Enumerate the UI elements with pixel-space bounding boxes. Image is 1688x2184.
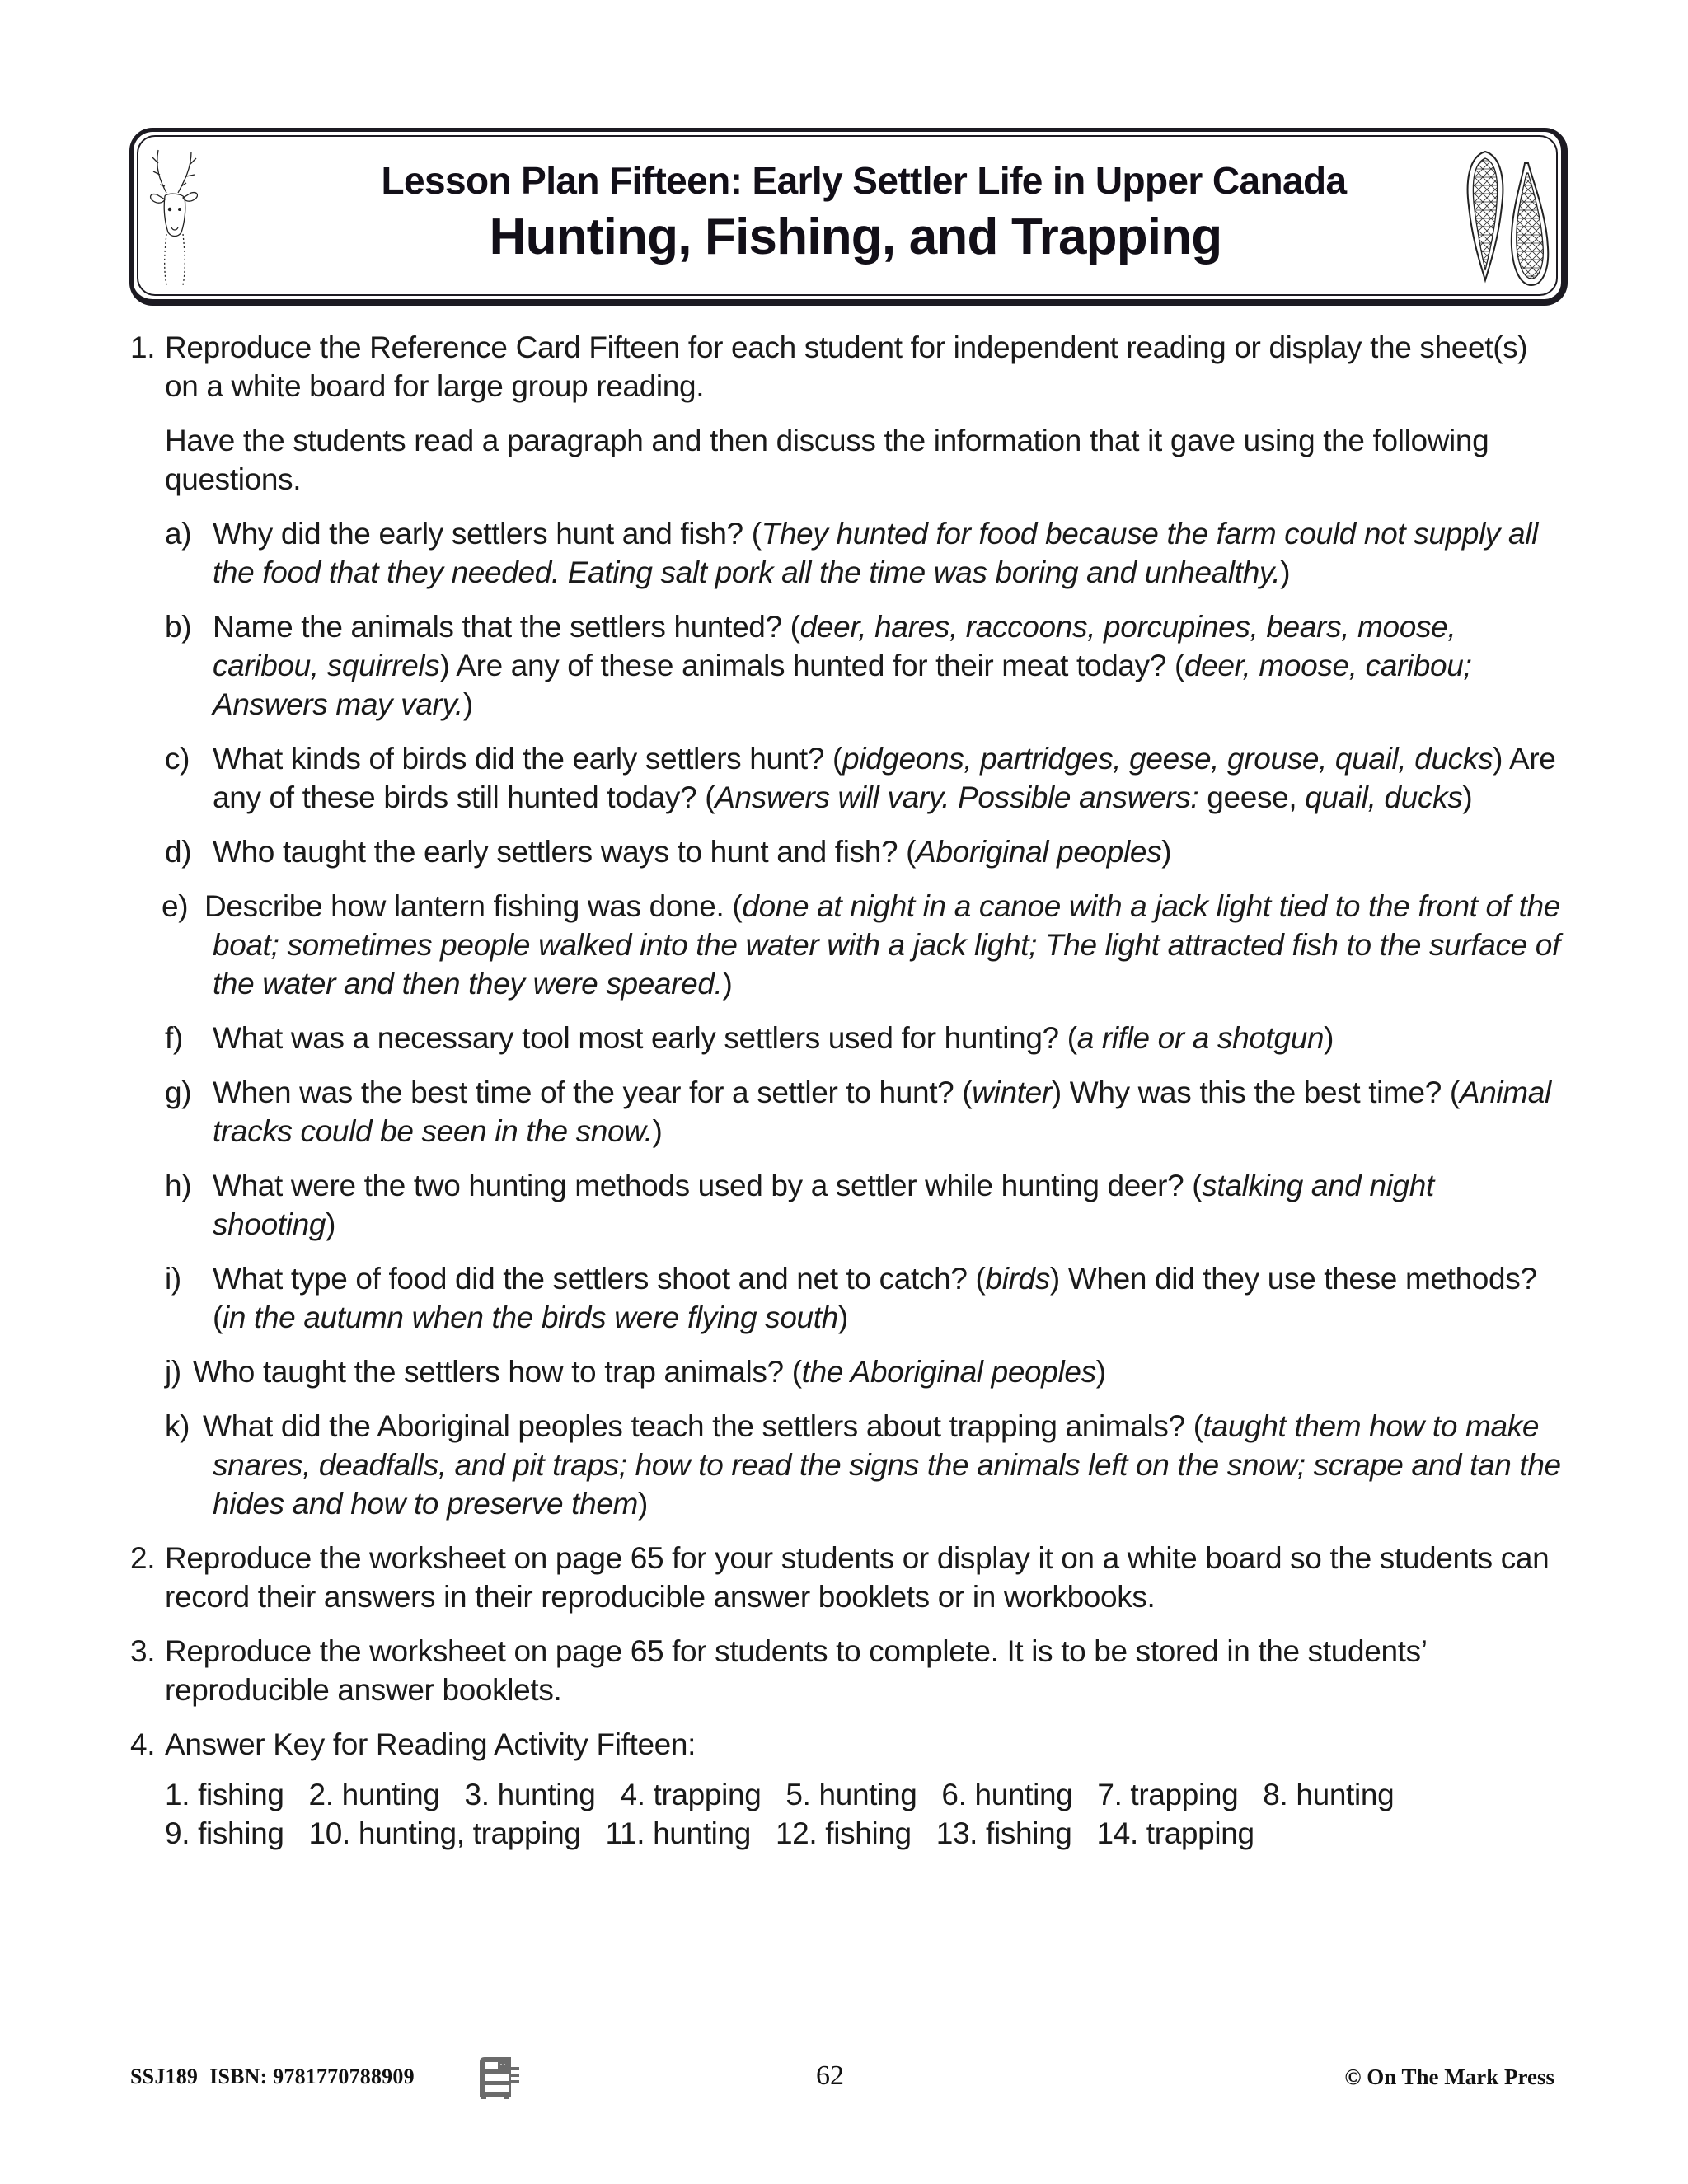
question-text: Name the animals that the settlers hunted? (	[213, 610, 800, 644]
question-text: Who taught the early settlers ways to hunt and fish? (	[213, 835, 917, 869]
answer-key-entry: 14. trapping	[1096, 1816, 1254, 1850]
question-text: When was the best time of the year for a settler to hunt? (	[213, 1076, 973, 1109]
lesson-title: Hunting, Fishing, and Trapping	[489, 209, 1222, 265]
answer-key-row-2	[165, 1814, 1564, 1853]
question-text: ) Why was this the best time? (	[1051, 1076, 1460, 1109]
answer-key-entry: 13. fishing	[935, 1816, 1072, 1850]
answer-text: winter	[972, 1076, 1052, 1109]
answer-text: a rifle or a shotgun	[1076, 1021, 1325, 1055]
question-letter: c)	[165, 742, 190, 776]
question-text: )	[1161, 835, 1172, 869]
step-2	[130, 1539, 1564, 1616]
answer-text: pidgeons, partridges, geese, grouse, quail, ducks	[842, 742, 1493, 776]
question-text: )	[638, 1487, 649, 1521]
answer-text: Animal tracks could be seen in the snow.	[213, 1076, 1551, 1148]
question-item	[162, 887, 1564, 1003]
answer-key-entry: 7. trapping	[1097, 1778, 1239, 1811]
question-text: ) Are any of these animals hunted for their meat today? (	[439, 649, 1184, 682]
answer-text: stalking and night shooting	[213, 1169, 1434, 1241]
question-letter: j)	[165, 1355, 181, 1389]
question-item	[165, 1407, 1564, 1523]
question-text: ) When did they use these methods? (	[213, 1262, 1537, 1334]
question-text: )	[1280, 555, 1291, 589]
step-text: Reproduce the worksheet on page 65 for students to complete. It is to be stored in the students’ reproducible answer booklets.	[165, 1634, 1427, 1707]
copyright-notice: © On The Mark Press	[1344, 2064, 1554, 2089]
lesson-content	[130, 328, 1564, 1853]
question-letter: a)	[165, 517, 192, 551]
answer-key-entry: 4. trapping	[620, 1778, 762, 1811]
question-item	[165, 1019, 1564, 1057]
footer-product-info	[130, 2064, 415, 2089]
answer-key	[165, 1775, 1564, 1853]
question-text: What type of food did the settlers shoot and net to catch? (	[213, 1262, 986, 1296]
question-letter: d)	[165, 835, 192, 869]
step-4	[130, 1725, 1564, 1764]
answer-key-entry: 6. hunting	[941, 1778, 1073, 1811]
question-text: )	[1095, 1355, 1106, 1389]
step-1-paragraph: Have the students read a paragraph and then discuss the information that it gave using the following questions.	[165, 424, 1489, 496]
answer-key-entry: 5. hunting	[785, 1778, 917, 1811]
question-letter: h)	[165, 1169, 192, 1202]
reproducible-copier-icon	[475, 2054, 526, 2100]
product-code: SSJ189	[130, 2064, 199, 2088]
question-list	[162, 514, 1564, 1523]
question-text: What was a necessary tool most early settlers used for hunting? (	[213, 1021, 1077, 1055]
question-letter: b)	[165, 610, 192, 644]
answer-text: birds	[985, 1262, 1050, 1296]
step-text: Answer Key for Reading Activity Fifteen:	[165, 1727, 696, 1761]
answer-text: deer, hares, raccoons, porcupines, bears, moose, caribou, squirrels	[213, 610, 1456, 682]
lesson-header-box	[129, 128, 1568, 306]
question-text: )	[837, 1301, 848, 1334]
step-number: 1.	[130, 330, 156, 364]
answer-text: quail, ducks	[1305, 780, 1463, 814]
question-item	[165, 832, 1564, 871]
answer-text: in the autumn when the birds were flying south	[222, 1301, 838, 1334]
question-text: )	[462, 687, 473, 721]
question-item	[165, 1352, 1564, 1391]
question-text: ) Are any of these birds still hunted today? (	[213, 742, 1556, 814]
question-letter: f)	[165, 1021, 183, 1055]
step-1	[130, 328, 1564, 405]
answer-text: taught them how to make snares, deadfalls, and pit traps; how to read the signs the animals left on the snow; scrape and tan the hides and how to preserve them	[213, 1409, 1561, 1521]
question-text: )	[326, 1207, 336, 1241]
question-item	[165, 1166, 1564, 1244]
question-item	[165, 1073, 1564, 1151]
question-letter: k)	[165, 1409, 190, 1443]
question-text: Why did the early settlers hunt and fish? (	[213, 517, 762, 551]
question-text: Describe how lantern fishing was done. (	[204, 889, 743, 923]
question-text: )	[722, 967, 733, 1001]
question-item	[165, 1259, 1564, 1337]
answer-text: Aboriginal peoples	[916, 835, 1162, 869]
answer-key-entry: 11. hunting	[605, 1816, 752, 1850]
answer-key-entry: 3. hunting	[464, 1778, 596, 1811]
answer-key-entry: 12. fishing	[775, 1816, 912, 1850]
answer-text: deer, moose, caribou; Answers may vary.	[213, 649, 1472, 721]
question-text: )	[1462, 780, 1473, 814]
question-text: )	[652, 1114, 663, 1148]
question-item	[165, 739, 1564, 817]
question-text: Who taught the settlers how to trap animals? (	[193, 1355, 802, 1389]
question-text: What did the Aboriginal peoples teach the settlers about trapping animals? (	[203, 1409, 1203, 1443]
answer-key-entry: 9. fishing	[165, 1816, 284, 1850]
answer-text-plain: geese,	[1198, 780, 1306, 814]
answer-key-entry: 8. hunting	[1263, 1778, 1395, 1811]
answer-text: They hunted for food because the farm could not supply all the food that they needed. Eating salt pork all the time was boring and unhealthy.	[213, 517, 1538, 589]
isbn: ISBN: 9781770788909	[209, 2064, 415, 2088]
answer-text: Answers will vary. Possible answers:	[715, 780, 1199, 814]
answer-text: the Aboriginal peoples	[801, 1355, 1096, 1389]
question-letter: e)	[162, 889, 189, 923]
question-item	[165, 607, 1564, 724]
answer-text: done at night in a canoe with a jack light tied to the front of the boat; sometimes people walked into the water with a jack light; The light attracted fish to the surface of the water and then they were speared.	[213, 889, 1561, 1001]
answer-key-entry: 10. hunting, trapping	[308, 1816, 581, 1850]
question-item	[165, 514, 1564, 592]
step-number: 4.	[130, 1727, 156, 1761]
lesson-subtitle: Lesson Plan Fifteen: Early Settler Life in Upper Canada	[381, 159, 1347, 202]
answer-key-row-1	[165, 1775, 1564, 1814]
step-text: Reproduce the Reference Card Fifteen for each student for independent reading or display the sheet(s) on a white board for large group reading.	[165, 330, 1528, 403]
answer-key-entry: 1. fishing	[165, 1778, 284, 1811]
question-text: What were the two hunting methods used by a settler while hunting deer? (	[213, 1169, 1203, 1202]
question-letter: g)	[165, 1076, 192, 1109]
page-number: 62	[816, 2060, 844, 2091]
answer-key-entry: 2. hunting	[308, 1778, 440, 1811]
step-text: Reproduce the worksheet on page 65 for your students or display it on a white board so the students can record their answers in their reproducible answer booklets or in workbooks.	[165, 1541, 1550, 1614]
step-number: 2.	[130, 1541, 156, 1575]
step-3	[130, 1632, 1564, 1709]
question-text: )	[1324, 1021, 1334, 1055]
question-text: What kinds of birds did the early settlers hunt? (	[213, 742, 842, 776]
question-letter: i)	[165, 1262, 181, 1296]
step-number: 3.	[130, 1634, 156, 1668]
